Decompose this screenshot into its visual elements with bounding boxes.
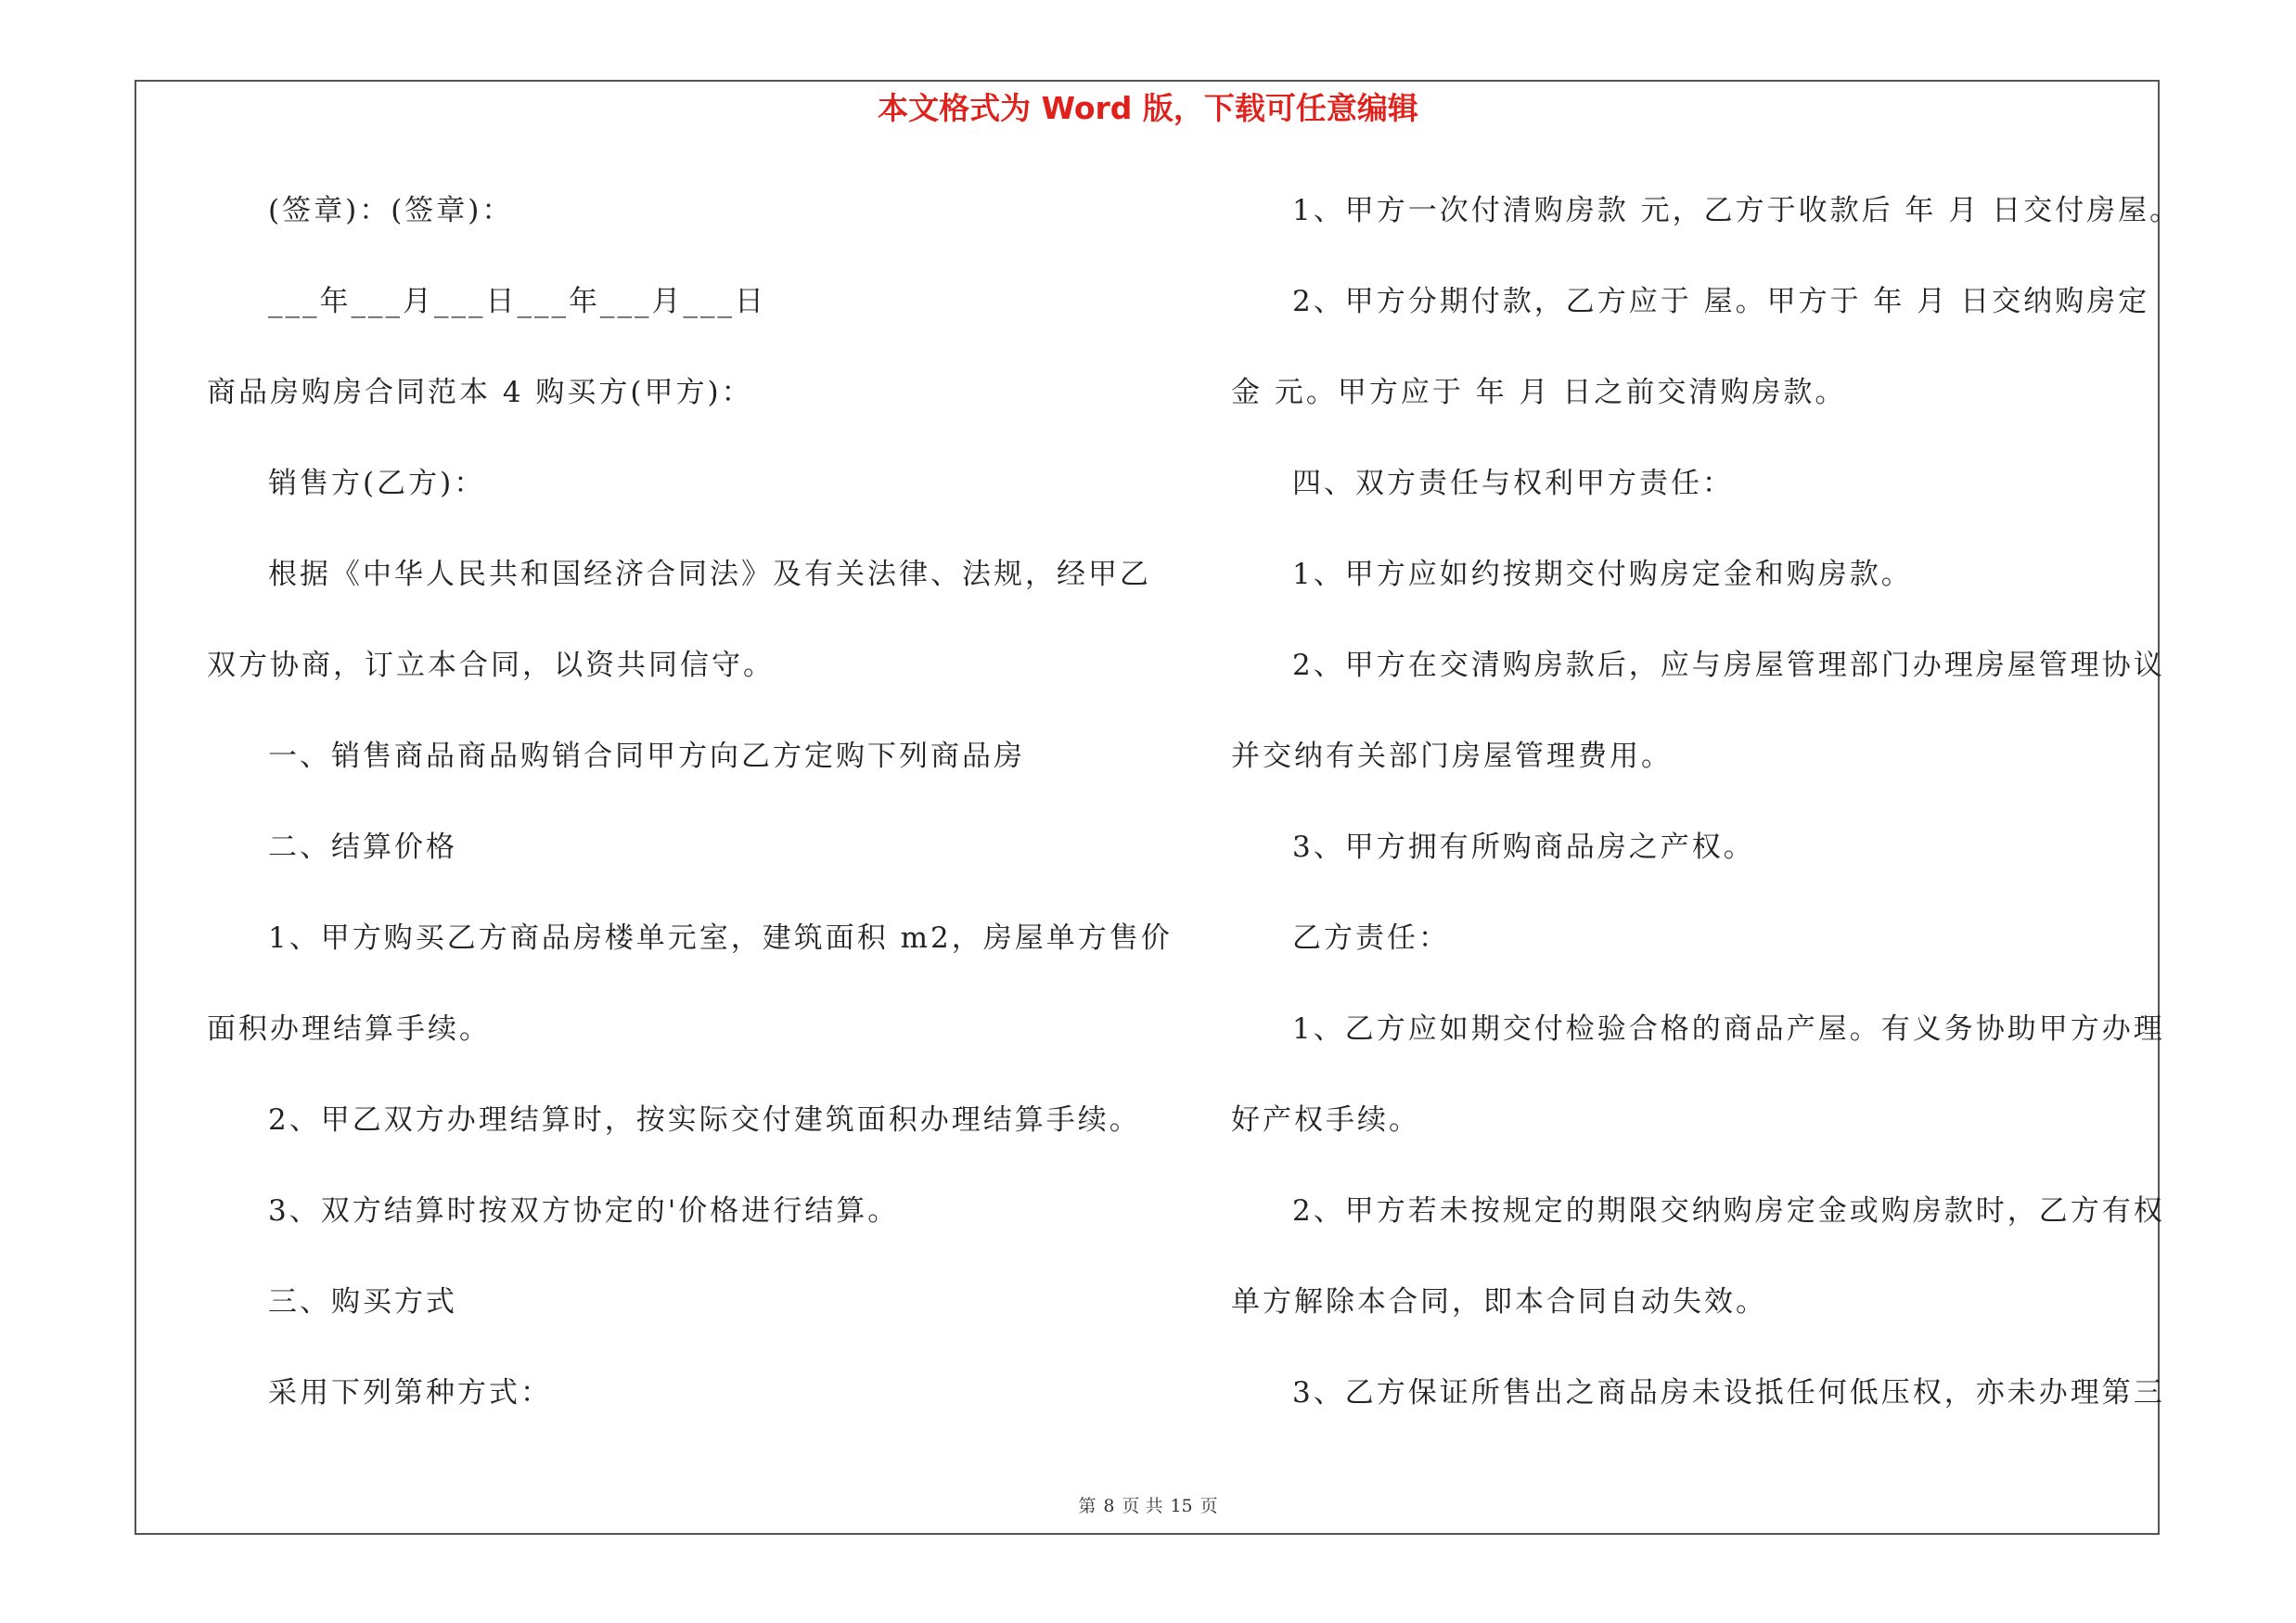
footer-total-pages: 15 xyxy=(1170,1496,1193,1516)
paragraph-line: ___年___月___日___年___月___日 xyxy=(268,285,766,318)
paragraph-line: 二、结算价格 xyxy=(268,831,457,864)
paragraph-line: 1、乙方应如期交付检验合格的商品产屋。有义务协助甲方办理 xyxy=(1292,1012,2165,1046)
paragraph-line: 销售方(乙方)： xyxy=(268,467,486,500)
paragraph-line: 3、双方结算时按双方协定的'价格进行结算。 xyxy=(268,1194,900,1228)
format-banner: 本文格式为 Word 版，下载可任意编辑 xyxy=(878,90,1418,126)
left-column xyxy=(207,183,1173,1456)
page-footer xyxy=(0,1494,2296,1518)
footer-prefix: 第 xyxy=(1078,1496,1097,1516)
paragraph-line: 面积办理结算手续。 xyxy=(207,1012,491,1046)
paragraph-line: 好产权手续。 xyxy=(1231,1103,1420,1137)
paragraph-line: 一、销售商品商品购销合同甲方向乙方定购下列商品房 xyxy=(268,740,1025,773)
footer-suffix: 页 xyxy=(1199,1496,1218,1516)
paragraph-line: 金 元。甲方应于 年 月 日之前交清购房款。 xyxy=(1231,376,1847,409)
right-column xyxy=(1231,183,2182,1456)
paragraph-line: 并交纳有关部门房屋管理费用。 xyxy=(1231,740,1673,773)
paragraph-line: 2、甲方在交清购房款后，应与房屋管理部门办理房屋管理协议 xyxy=(1292,649,2165,682)
paragraph-line: 采用下列第种方式： xyxy=(268,1376,552,1410)
paragraph-line: 双方协商，订立本合同，以资共同信守。 xyxy=(207,649,775,682)
paragraph-line: 商品房购房合同范本 4 购买方(甲方)： xyxy=(207,376,753,409)
paragraph-line: 3、乙方保证所售出之商品房未设抵任何低压权，亦未办理第三 xyxy=(1292,1376,2165,1410)
paragraph-line: 根据《中华人民共和国经济合同法》及有关法律、法规，经甲乙 xyxy=(268,558,1151,591)
paragraph-line: 乙方责任： xyxy=(1292,921,1450,955)
paragraph-line: 四、双方责任与权利甲方责任： xyxy=(1292,467,1734,500)
paragraph-line: 单方解除本合同，即本合同自动失效。 xyxy=(1231,1285,1767,1319)
paragraph-line: 2、甲乙双方办理结算时，按实际交付建筑面积办理结算手续。 xyxy=(268,1103,1141,1137)
paragraph-line: 1、甲方应如约按期交付购房定金和购房款。 xyxy=(1292,558,1913,591)
paragraph-line: 三、购买方式 xyxy=(268,1285,457,1319)
paragraph-line: 2、甲方分期付款，乙方应于 屋。甲方于 年 月 日交纳购房定 xyxy=(1292,285,2150,318)
paragraph-line: 1、甲方一次付清购房款 元，乙方于收款后 年 月 日交付房屋。 xyxy=(1292,194,2182,227)
paragraph-line: 3、甲方拥有所购商品房之产权。 xyxy=(1292,831,1755,864)
paragraph-line: (签章)：(签章)： xyxy=(268,194,514,227)
footer-mid: 页 共 xyxy=(1122,1496,1163,1516)
footer-page-number: 8 xyxy=(1103,1496,1115,1516)
paragraph-line: 2、甲方若未按规定的期限交纳购房定金或购房款时，乙方有权 xyxy=(1292,1194,2165,1228)
paragraph-line: 1、甲方购买乙方商品房楼单元室，建筑面积 m2，房屋单方售价 xyxy=(268,921,1173,955)
